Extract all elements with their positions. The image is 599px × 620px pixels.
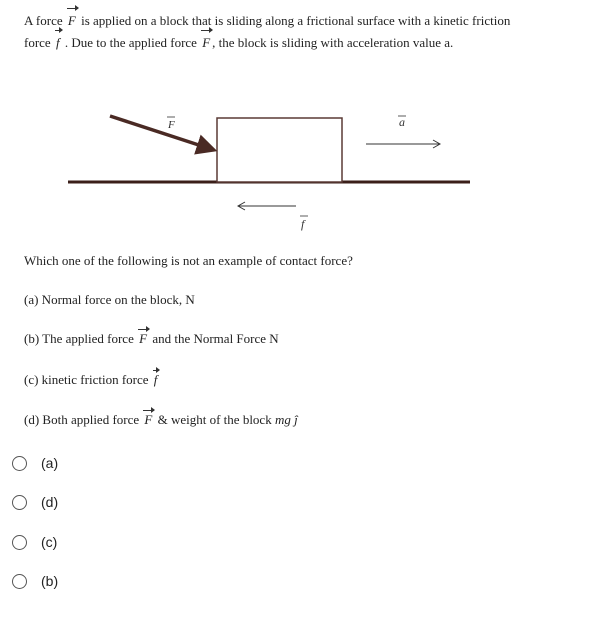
option-c-vector-f: f bbox=[153, 372, 158, 387]
option-b-text-1: (b) The applied force bbox=[24, 331, 134, 346]
applied-force-label: F bbox=[168, 119, 175, 131]
choice-c-label: (c) bbox=[41, 534, 58, 550]
choice-d-label: (d) bbox=[41, 494, 59, 510]
intro-text-2: is applied on a block that is sliding along a frictional surface with a kinetic friction bbox=[81, 13, 511, 28]
block bbox=[217, 118, 342, 182]
radio-button[interactable] bbox=[12, 574, 27, 589]
applied-force-arrow bbox=[110, 116, 214, 150]
choice-b[interactable] bbox=[12, 571, 58, 591]
option-d-vector-F: F bbox=[144, 412, 153, 427]
option-d-j-hat: ĵ bbox=[294, 412, 298, 427]
option-d bbox=[24, 412, 298, 428]
option-d-text-1: (d) Both applied force bbox=[24, 412, 140, 427]
vector-F-symbol: F bbox=[66, 10, 78, 32]
question-text: Which one of the following is not an example of contact force? bbox=[24, 253, 353, 268]
vector-F-symbol-2: F bbox=[200, 32, 212, 54]
intro-text-1: A force bbox=[24, 13, 63, 28]
option-a-text: (a) Normal force on the block, N bbox=[24, 292, 195, 307]
acceleration-label: a bbox=[399, 115, 405, 129]
choice-a[interactable] bbox=[12, 453, 58, 473]
option-b-text-2: and the Normal Force N bbox=[152, 331, 279, 346]
intro-text-5: , the block is sliding with acceleration value a. bbox=[212, 35, 454, 50]
option-b bbox=[24, 331, 279, 347]
option-c bbox=[24, 372, 159, 388]
choice-a-label: (a) bbox=[41, 455, 59, 471]
force-diagram bbox=[0, 95, 599, 245]
radio-button[interactable] bbox=[12, 535, 27, 550]
intro-text-3: force bbox=[24, 35, 51, 50]
option-b-vector-F: F bbox=[139, 331, 148, 346]
option-c-text: (c) kinetic friction force bbox=[24, 372, 149, 387]
option-d-text-2: & weight of the block bbox=[157, 412, 272, 427]
problem-statement bbox=[24, 10, 584, 54]
friction-label: f bbox=[301, 217, 305, 231]
option-d-mg: mg bbox=[274, 412, 291, 427]
radio-button[interactable] bbox=[12, 495, 27, 510]
option-a bbox=[24, 292, 195, 308]
radio-button[interactable] bbox=[12, 456, 27, 471]
vector-f-symbol: f bbox=[54, 32, 62, 54]
intro-text-4: . Due to the applied force bbox=[64, 35, 197, 50]
choice-d[interactable] bbox=[12, 492, 58, 512]
choice-c[interactable] bbox=[12, 532, 57, 552]
choice-b-label: (b) bbox=[41, 573, 59, 589]
